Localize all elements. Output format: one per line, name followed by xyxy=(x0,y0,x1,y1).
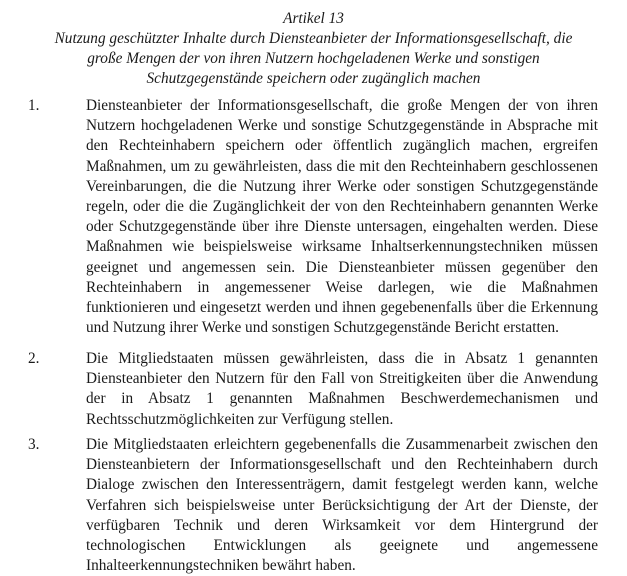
paragraph-number: 2. xyxy=(28,350,40,367)
paragraph-text: Die Mitgliedstaaten erleichtern gegebenenfalls die Zusammenarbeit zwischen den Diensteanbietern der Informationsgesellschaft und den Rechteinhabern durch Dialoge zwischen den Interessenträgern, damit festgelegt werden kann, welche Verfahren sich beispielsweise unter Berücksichtigung der Art der Dienste, der verfügbaren Technik und deren Wirksamkeit vor dem Hintergrund der technologischen Entwicklungen als geeignete und angemessene Inhalteerkennungstechniken bewährt haben. xyxy=(86,436,598,575)
article-subtitle-line: Nutzung geschützter Inhalte durch Diensteanbieter der Informationsgesellschaft, die xyxy=(54,30,573,47)
article-subtitle-line: Schutzgegenstände speichern oder zugänglich machen xyxy=(146,70,481,87)
paragraph-text: Diensteanbieter der Informationsgesellschaft, die große Mengen der von ihren Nutzern hochgeladenen Werke und sonstige Schutzgegenstände in Absprache mit den Rechteinhabern speichern oder öffentlich zugänglich machen, ergreifen Maßnahmen, um zu gewährleisten, dass die mit den Rechteinhabern geschlossenen Vereinbarungen, die die Nutzung ihrer Werke oder sonstigen Schutzgegenstände regeln, oder die die Zugänglichkeit der von den Rechteinhabern genannten Werke oder Schutzgegenstände über ihre Dienste untersagen, eingehalten werden. Diese Maßnahmen wie beispielsweise wirksame Inhaltserkennungstechniken müssen geeignet und angemessen sein. Die Diensteanbieter müssen gegenüber den Rechteinhabern in angemessener Weise darlegen, wie die Maßnahmen funktionieren und eingesetzt werden und ihnen gegebenenfalls über die Erkennung und Nutzung ihrer Werke und sonstigen Schutzgegenstände Bericht erstatten. xyxy=(86,97,598,337)
paragraph-number: 1. xyxy=(28,97,40,114)
paragraph-text: Die Mitgliedstaaten müssen gewährleisten, dass die in Absatz 1 genannten Diensteanbieter den Nutzern für den Fall von Streitigkeiten über die Anwendung der in Absatz 1 genannten Maßnahmen Beschwerdemechanismen und Rechtsschutzmöglichkeiten zur Verfügung stellen. xyxy=(86,350,598,428)
article-heading xyxy=(0,9,627,89)
paragraph-number: 3. xyxy=(28,436,40,453)
article-subtitle-line: große Mengen der von ihren Nutzern hochgeladenen Werke und sonstigen xyxy=(87,50,540,67)
article-title: Artikel 13 xyxy=(283,10,344,27)
